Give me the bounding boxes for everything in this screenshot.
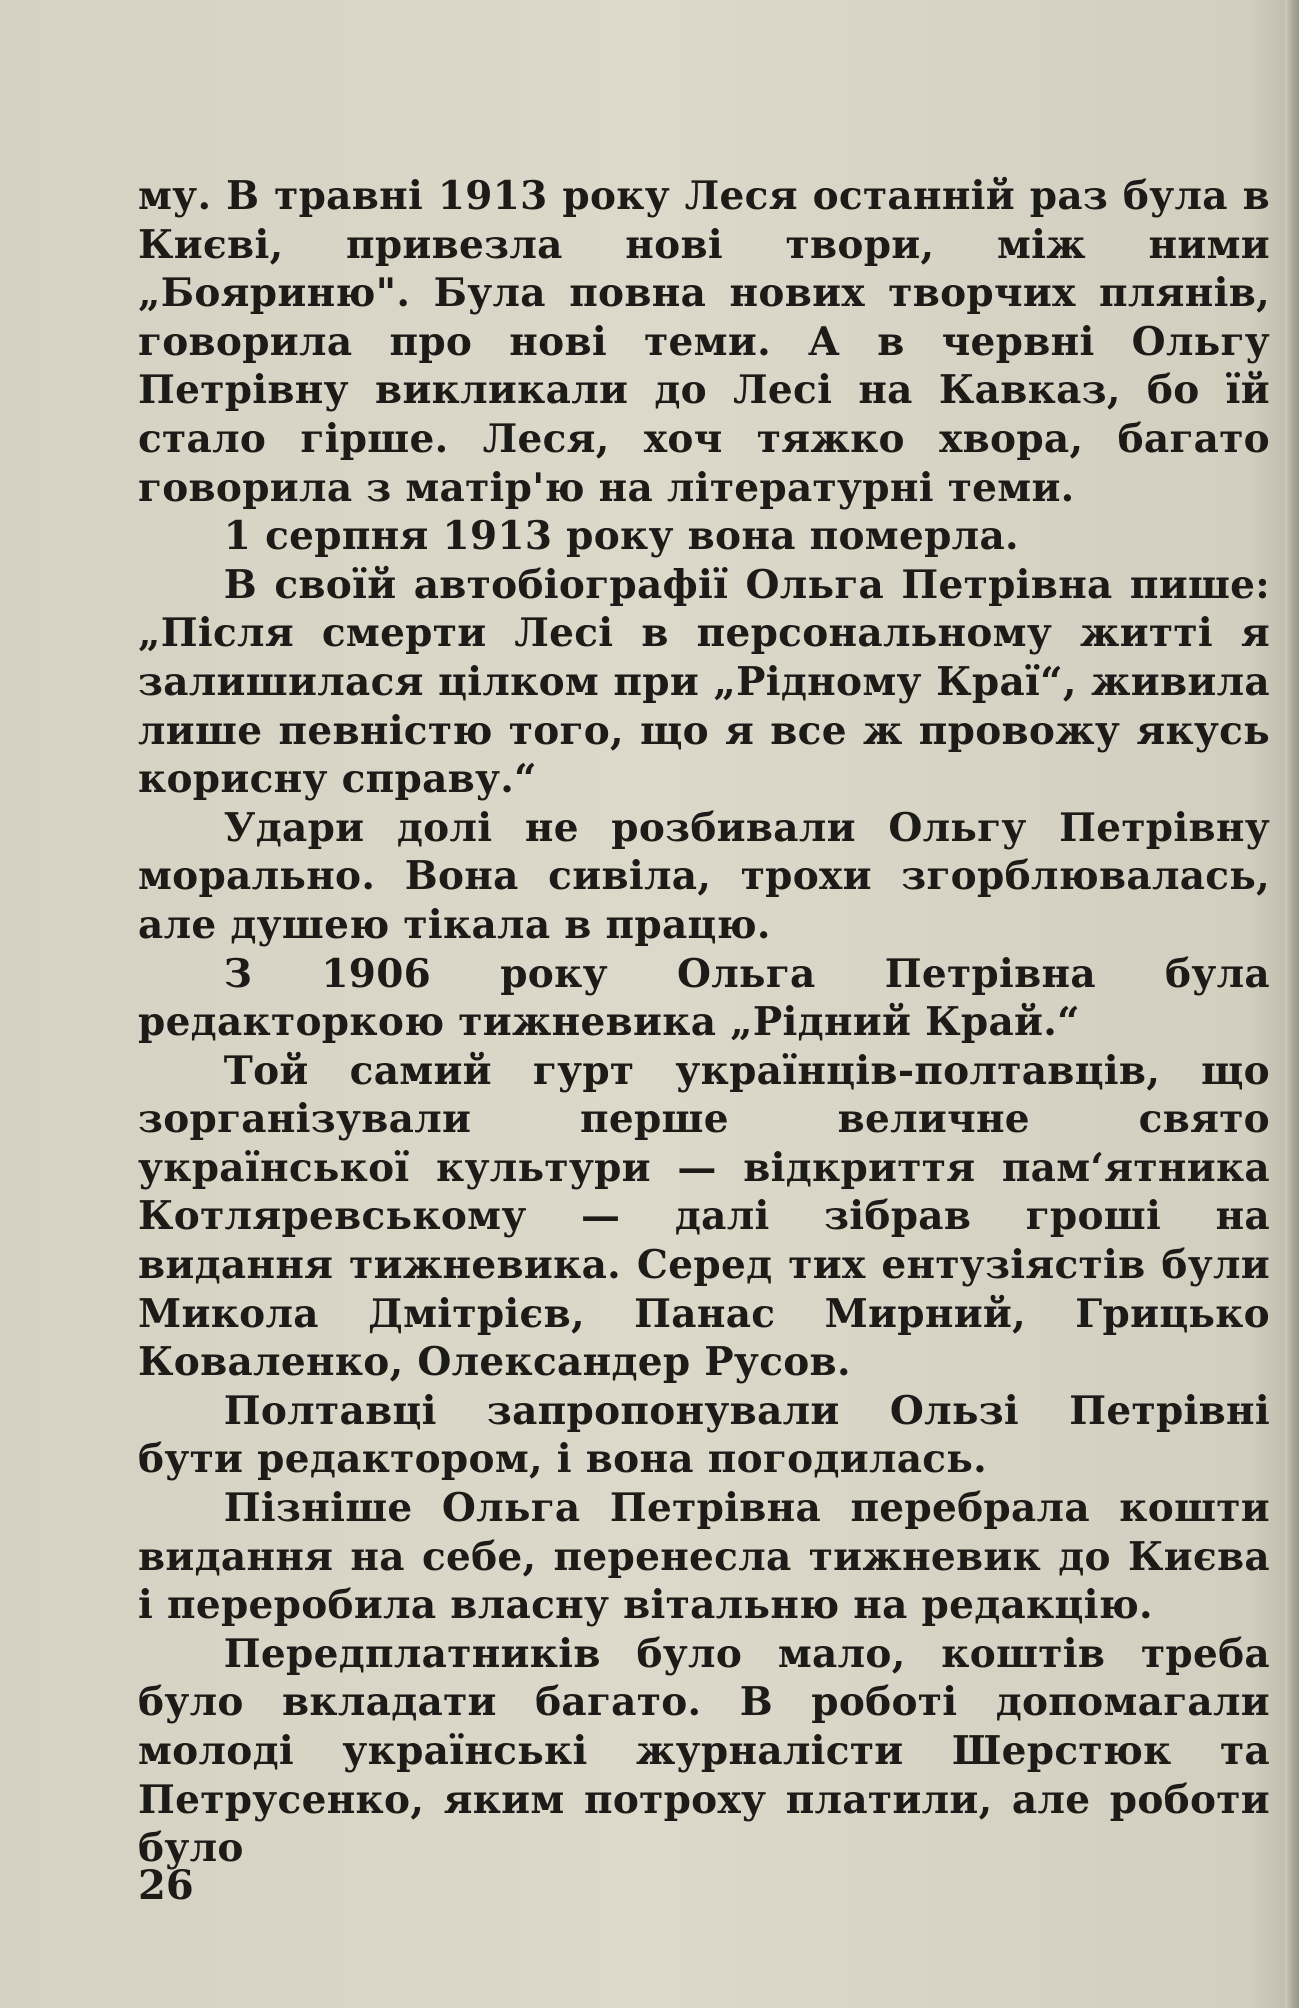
paragraph: Пізніше Ольга Петрівна перебрала кошти видання на себе, перенесла тижневик до Києва і переробила власну вітальню на редакцію. <box>138 1485 1270 1629</box>
paragraph: 1 серпня 1913 року вона померла. <box>223 513 1019 560</box>
paragraph: Передплатників було мало, коштів треба було вкладати багато. В роботі допомагали молоді українські журналісти Шерстюк та Петрусенко, яким потроху платили, але роботи було <box>138 1630 1270 1872</box>
page-number: 26 <box>138 1862 194 1909</box>
paragraph: Той самий гурт українців-полтавців, що зорганізували перше величне свято української культури — відкриття пам‘ятника Котляревському — далі зібрав гроші на видання тижневика. Серед тих ентузіястів були Микола Дмітрієв, Панас Мирний, Грицько Коваленко, Олександер Русов. <box>138 1047 1270 1386</box>
paragraph: Полтавці запропонували Ользі Петрівні бути редактором, і вона погодилась. <box>138 1387 1270 1483</box>
paragraph: З 1906 року Ольга Петрівна була редакторкою тижневика „Рідний Край.“ <box>138 950 1270 1046</box>
page-edge <box>1285 0 1299 2008</box>
paragraph: Удари долі не розбивали Ольгу Петрівну морально. Вона сивіла, трохи згорблювалась, але душею тікала в працю. <box>138 804 1270 948</box>
paragraph: му. В травні 1913 року Леся останній раз була в Києві, привезла нові твори, між ними „Бояриню". Була повна нових творчих плянів, говорила про нові теми. А в червні Ольгу Петрівну викликали до Лесі на Кавказ, бо їй стало гірше. Леся, хоч тяжко хвора, багато говорила з матір'ю на літературні теми. <box>138 173 1270 511</box>
body-text <box>138 172 1270 1873</box>
paragraph: В своїй автобіографії Ольга Петрівна пише: „Після смерти Лесі в персональному житті я залишилася цілком при „Рідному Краї“, живила лише певністю того, що я все ж провожу якусь корисну справу.“ <box>138 561 1270 803</box>
